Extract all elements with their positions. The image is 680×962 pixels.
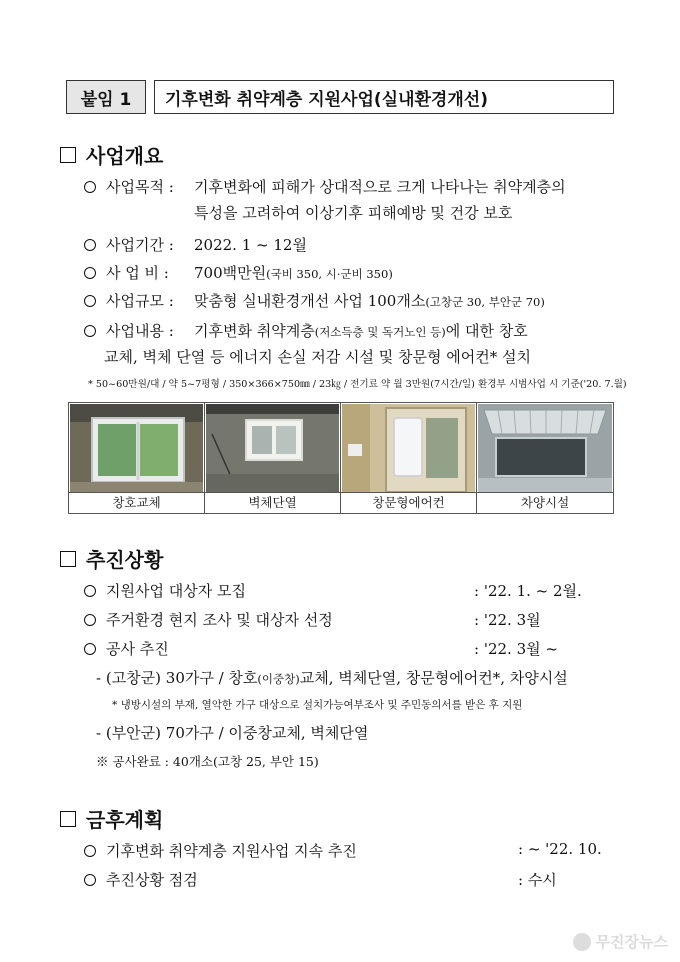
watermark bbox=[573, 931, 668, 952]
budget-main: 700백만원 bbox=[194, 264, 267, 282]
content-row bbox=[84, 320, 174, 341]
section-title: 금후계획 bbox=[86, 808, 164, 832]
photo-caption: 창문형에어컨 bbox=[341, 492, 476, 513]
aircon-photo bbox=[342, 404, 475, 492]
progress-date: : '22. 1. ~ 2월. bbox=[474, 582, 582, 600]
circle-bullet-icon bbox=[84, 325, 96, 337]
square-bullet-icon bbox=[60, 147, 76, 163]
circle-bullet-icon bbox=[84, 267, 96, 279]
progress-item bbox=[84, 609, 333, 630]
square-bullet-icon bbox=[60, 551, 76, 567]
photo-window-replacement bbox=[69, 403, 205, 513]
progress-label: 주거환경 현지 조사 및 대상자 선정 bbox=[106, 611, 333, 629]
gochang-note: * 냉방시설의 부재, 열악한 가구 대상으로 설치가능여부조사 및 주민동의서를 받은 후 지원 bbox=[112, 699, 523, 711]
circle-bullet-icon bbox=[84, 295, 96, 307]
gochang-detail bbox=[96, 667, 568, 688]
content-text-1c: 에 대한 창호 bbox=[445, 322, 528, 340]
document-title: 기후변화 취약계층 지원사업(실내환경개선) bbox=[154, 80, 614, 114]
period-label: 사업기간 : bbox=[106, 236, 174, 254]
period-value: 2022. 1 ~ 12월 bbox=[194, 236, 307, 254]
plan-label: 추진상황 점검 bbox=[106, 871, 198, 889]
content-text-2: 교체, 벽체 단열 등 에너지 손실 저감 시설 및 창문형 에어컨* 설치 bbox=[104, 348, 531, 366]
circle-bullet-icon bbox=[84, 239, 96, 251]
plan-item bbox=[84, 869, 198, 890]
section-title: 추진상황 bbox=[86, 548, 164, 572]
section-heading-plan bbox=[60, 804, 163, 833]
content-label: 사업내용 : bbox=[106, 322, 174, 340]
photo-window-aircon bbox=[341, 403, 477, 513]
circle-bullet-icon bbox=[84, 874, 96, 886]
spec-footnote: * 50~60만원/대 / 약 5~7평형 / 350×366×750㎜ / 23㎏ / 전기료 약 월 3만원(7시간/일) 환경부 시범사업 시 기준('20. 7.월) bbox=[88, 379, 627, 390]
progress-item bbox=[84, 638, 169, 659]
buan-detail: - (부안군) 70가구 / 이중창교체, 벽체단열 bbox=[96, 724, 369, 742]
budget-row bbox=[84, 262, 169, 283]
photo-wall-insulation bbox=[205, 403, 341, 513]
photo-strip bbox=[68, 402, 614, 514]
content-text-1a: 기후변화 취약계층 bbox=[194, 322, 315, 340]
purpose-text-2: 특성을 고려하여 이상기후 피해예방 및 건강 보호 bbox=[194, 204, 513, 222]
progress-label: 공사 추진 bbox=[106, 640, 169, 658]
circle-bullet-icon bbox=[84, 614, 96, 626]
purpose-text-1: 기후변화에 피해가 상대적으로 크게 나타나는 취약계층의 bbox=[194, 178, 566, 196]
photo-caption: 차양시설 bbox=[477, 492, 613, 513]
circle-bullet-icon bbox=[84, 643, 96, 655]
content-text-1b: (저소득층 및 독거노인 등) bbox=[314, 325, 446, 339]
section-heading-progress bbox=[60, 544, 163, 573]
window-photo bbox=[70, 404, 203, 492]
plan-date: : 수시 bbox=[518, 871, 557, 889]
budget-detail: (국비 350, 시·군비 350) bbox=[266, 267, 393, 281]
plan-date: : ~ '22. 10. bbox=[518, 840, 602, 858]
photo-caption: 벽체단열 bbox=[205, 492, 340, 513]
scale-value bbox=[194, 290, 545, 311]
budget-value bbox=[194, 262, 393, 283]
purpose-row bbox=[84, 176, 174, 197]
plan-item bbox=[84, 840, 357, 861]
watermark-text: 무진장뉴스 bbox=[595, 933, 668, 951]
purpose-label: 사업목적 : bbox=[106, 178, 174, 196]
section-title: 사업개요 bbox=[86, 144, 164, 168]
progress-label: 지원사업 대상자 모집 bbox=[106, 582, 246, 600]
progress-item bbox=[84, 580, 246, 601]
content-text-1 bbox=[194, 320, 528, 341]
awning-photo bbox=[478, 404, 612, 492]
circle-bullet-icon bbox=[84, 585, 96, 597]
period-row bbox=[84, 234, 174, 255]
photo-caption: 창호교체 bbox=[69, 492, 204, 513]
watermark-logo-icon bbox=[573, 933, 591, 951]
square-bullet-icon bbox=[60, 811, 76, 827]
gochang-text-c: 교체, 벽체단열, 창문형에어컨*, 차양시설 bbox=[299, 669, 568, 687]
circle-bullet-icon bbox=[84, 181, 96, 193]
circle-bullet-icon bbox=[84, 845, 96, 857]
progress-date: : '22. 3월 bbox=[474, 611, 541, 629]
photo-awning bbox=[477, 403, 613, 513]
wall-photo bbox=[206, 404, 339, 492]
scale-row bbox=[84, 290, 174, 311]
annex-label: 붙임 1 bbox=[66, 80, 146, 114]
scale-detail: (고창군 30, 부안군 70) bbox=[425, 295, 545, 309]
gochang-text-a: - (고창군) 30가구 / 창호 bbox=[96, 669, 258, 687]
completion-note: ※ 공사완료 : 40개소(고창 25, 부안 15) bbox=[96, 754, 319, 769]
scale-main: 맞춤형 실내환경개선 사업 100개소 bbox=[194, 292, 426, 310]
plan-label: 기후변화 취약계층 지원사업 지속 추진 bbox=[106, 842, 357, 860]
progress-date: : '22. 3월 ~ bbox=[474, 640, 558, 658]
gochang-text-b: (이중창) bbox=[257, 672, 300, 686]
section-heading-overview bbox=[60, 140, 163, 169]
budget-label: 사 업 비 : bbox=[106, 264, 169, 282]
scale-label: 사업규모 : bbox=[106, 292, 174, 310]
